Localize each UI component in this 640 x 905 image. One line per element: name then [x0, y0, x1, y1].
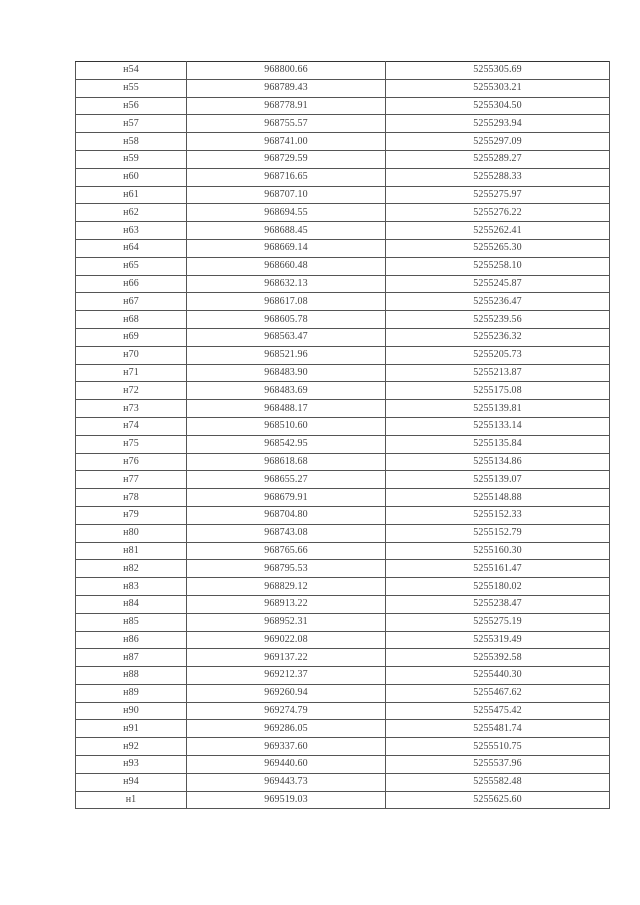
table-row	[76, 222, 610, 240]
table-row	[76, 133, 610, 151]
x-coordinate-cell: 969286.05	[187, 720, 386, 738]
point-label-cell: н71	[76, 364, 187, 382]
x-coordinate-cell: 969443.73	[187, 773, 386, 791]
table-row	[76, 150, 610, 168]
x-coordinate-cell: 969212.37	[187, 667, 386, 685]
x-coordinate-cell: 969519.03	[187, 791, 386, 809]
table-row	[76, 97, 610, 115]
point-label-cell: н70	[76, 346, 187, 364]
y-coordinate-cell: 5255213.87	[386, 364, 610, 382]
coordinates-table-body	[76, 62, 610, 809]
x-coordinate-cell: 968952.31	[187, 613, 386, 631]
table-row	[76, 489, 610, 507]
x-coordinate-cell: 968688.45	[187, 222, 386, 240]
x-coordinate-cell: 968765.66	[187, 542, 386, 560]
x-coordinate-cell: 968707.10	[187, 186, 386, 204]
y-coordinate-cell: 5255236.32	[386, 328, 610, 346]
point-label-cell: н56	[76, 97, 187, 115]
y-coordinate-cell: 5255152.33	[386, 506, 610, 524]
point-label-cell: н68	[76, 311, 187, 329]
table-row	[76, 506, 610, 524]
x-coordinate-cell: 968795.53	[187, 560, 386, 578]
point-label-cell: н66	[76, 275, 187, 293]
point-label-cell: н62	[76, 204, 187, 222]
point-label-cell: н58	[76, 133, 187, 151]
point-label-cell: н61	[76, 186, 187, 204]
y-coordinate-cell: 5255160.30	[386, 542, 610, 560]
y-coordinate-cell: 5255135.84	[386, 435, 610, 453]
point-label-cell: н75	[76, 435, 187, 453]
x-coordinate-cell: 968605.78	[187, 311, 386, 329]
x-coordinate-cell: 968483.69	[187, 382, 386, 400]
point-label-cell: н77	[76, 471, 187, 489]
y-coordinate-cell: 5255293.94	[386, 115, 610, 133]
x-coordinate-cell: 968741.00	[187, 133, 386, 151]
y-coordinate-cell: 5255139.07	[386, 471, 610, 489]
point-label-cell: н90	[76, 702, 187, 720]
y-coordinate-cell: 5255258.10	[386, 257, 610, 275]
point-label-cell: н76	[76, 453, 187, 471]
table-row	[76, 204, 610, 222]
y-coordinate-cell: 5255265.30	[386, 239, 610, 257]
table-row	[76, 791, 610, 809]
table-row	[76, 773, 610, 791]
point-label-cell: н1	[76, 791, 187, 809]
x-coordinate-cell: 968789.43	[187, 79, 386, 97]
y-coordinate-cell: 5255133.14	[386, 417, 610, 435]
point-label-cell: н80	[76, 524, 187, 542]
table-row	[76, 560, 610, 578]
table-row	[76, 684, 610, 702]
point-label-cell: н82	[76, 560, 187, 578]
table-row	[76, 756, 610, 774]
y-coordinate-cell: 5255175.08	[386, 382, 610, 400]
x-coordinate-cell: 968655.27	[187, 471, 386, 489]
table-row	[76, 649, 610, 667]
x-coordinate-cell: 968755.57	[187, 115, 386, 133]
table-row	[76, 186, 610, 204]
table-row	[76, 613, 610, 631]
y-coordinate-cell: 5255289.27	[386, 150, 610, 168]
table-row	[76, 168, 610, 186]
point-label-cell: н69	[76, 328, 187, 346]
y-coordinate-cell: 5255537.96	[386, 756, 610, 774]
x-coordinate-cell: 968632.13	[187, 275, 386, 293]
x-coordinate-cell: 969274.79	[187, 702, 386, 720]
y-coordinate-cell: 5255297.09	[386, 133, 610, 151]
table-row	[76, 382, 610, 400]
y-coordinate-cell: 5255304.50	[386, 97, 610, 115]
coordinates-table	[75, 61, 610, 809]
table-row	[76, 400, 610, 418]
y-coordinate-cell: 5255236.47	[386, 293, 610, 311]
x-coordinate-cell: 968488.17	[187, 400, 386, 418]
point-label-cell: н78	[76, 489, 187, 507]
table-row	[76, 346, 610, 364]
table-row	[76, 115, 610, 133]
y-coordinate-cell: 5255510.75	[386, 738, 610, 756]
point-label-cell: н63	[76, 222, 187, 240]
y-coordinate-cell: 5255275.97	[386, 186, 610, 204]
point-label-cell: н86	[76, 631, 187, 649]
y-coordinate-cell: 5255134.86	[386, 453, 610, 471]
table-row	[76, 631, 610, 649]
y-coordinate-cell: 5255180.02	[386, 578, 610, 596]
table-row	[76, 435, 610, 453]
table-row	[76, 328, 610, 346]
point-label-cell: н94	[76, 773, 187, 791]
y-coordinate-cell: 5255245.87	[386, 275, 610, 293]
table-row	[76, 293, 610, 311]
point-label-cell: н85	[76, 613, 187, 631]
x-coordinate-cell: 969440.60	[187, 756, 386, 774]
point-label-cell: н83	[76, 578, 187, 596]
y-coordinate-cell: 5255440.30	[386, 667, 610, 685]
table-row	[76, 578, 610, 596]
x-coordinate-cell: 968694.55	[187, 204, 386, 222]
y-coordinate-cell: 5255467.62	[386, 684, 610, 702]
y-coordinate-cell: 5255205.73	[386, 346, 610, 364]
table-row	[76, 738, 610, 756]
x-coordinate-cell: 968563.47	[187, 328, 386, 346]
x-coordinate-cell: 968716.65	[187, 168, 386, 186]
table-row	[76, 257, 610, 275]
x-coordinate-cell: 968521.96	[187, 346, 386, 364]
x-coordinate-cell: 969337.60	[187, 738, 386, 756]
y-coordinate-cell: 5255161.47	[386, 560, 610, 578]
table-row	[76, 471, 610, 489]
y-coordinate-cell: 5255582.48	[386, 773, 610, 791]
point-label-cell: н57	[76, 115, 187, 133]
x-coordinate-cell: 968617.08	[187, 293, 386, 311]
y-coordinate-cell: 5255152.79	[386, 524, 610, 542]
point-label-cell: н67	[76, 293, 187, 311]
point-label-cell: н87	[76, 649, 187, 667]
point-label-cell: н59	[76, 150, 187, 168]
y-coordinate-cell: 5255148.88	[386, 489, 610, 507]
point-label-cell: н84	[76, 595, 187, 613]
y-coordinate-cell: 5255239.56	[386, 311, 610, 329]
y-coordinate-cell: 5255238.47	[386, 595, 610, 613]
point-label-cell: н81	[76, 542, 187, 560]
x-coordinate-cell: 968669.14	[187, 239, 386, 257]
x-coordinate-cell: 968660.48	[187, 257, 386, 275]
point-label-cell: н73	[76, 400, 187, 418]
y-coordinate-cell: 5255139.81	[386, 400, 610, 418]
y-coordinate-cell: 5255262.41	[386, 222, 610, 240]
x-coordinate-cell: 968704.80	[187, 506, 386, 524]
y-coordinate-cell: 5255275.19	[386, 613, 610, 631]
x-coordinate-cell: 969137.22	[187, 649, 386, 667]
x-coordinate-cell: 968618.68	[187, 453, 386, 471]
y-coordinate-cell: 5255319.49	[386, 631, 610, 649]
x-coordinate-cell: 968483.90	[187, 364, 386, 382]
table-row	[76, 720, 610, 738]
x-coordinate-cell: 968800.66	[187, 62, 386, 80]
table-row	[76, 62, 610, 80]
table-row	[76, 311, 610, 329]
x-coordinate-cell: 969022.08	[187, 631, 386, 649]
point-label-cell: н55	[76, 79, 187, 97]
x-coordinate-cell: 968542.95	[187, 435, 386, 453]
table-row	[76, 453, 610, 471]
table-row	[76, 275, 610, 293]
y-coordinate-cell: 5255288.33	[386, 168, 610, 186]
y-coordinate-cell: 5255276.22	[386, 204, 610, 222]
y-coordinate-cell: 5255305.69	[386, 62, 610, 80]
x-coordinate-cell: 968913.22	[187, 595, 386, 613]
x-coordinate-cell: 968743.08	[187, 524, 386, 542]
point-label-cell: н88	[76, 667, 187, 685]
table-row	[76, 239, 610, 257]
y-coordinate-cell: 5255475.42	[386, 702, 610, 720]
point-label-cell: н93	[76, 756, 187, 774]
table-row	[76, 595, 610, 613]
point-label-cell: н79	[76, 506, 187, 524]
table-row	[76, 667, 610, 685]
table-row	[76, 702, 610, 720]
table-row	[76, 79, 610, 97]
table-row	[76, 524, 610, 542]
point-label-cell: н65	[76, 257, 187, 275]
table-row	[76, 542, 610, 560]
point-label-cell: н74	[76, 417, 187, 435]
y-coordinate-cell: 5255392.58	[386, 649, 610, 667]
x-coordinate-cell: 968778.91	[187, 97, 386, 115]
point-label-cell: н91	[76, 720, 187, 738]
point-label-cell: н89	[76, 684, 187, 702]
x-coordinate-cell: 968729.59	[187, 150, 386, 168]
table-row	[76, 364, 610, 382]
point-label-cell: н54	[76, 62, 187, 80]
point-label-cell: н72	[76, 382, 187, 400]
x-coordinate-cell: 968829.12	[187, 578, 386, 596]
x-coordinate-cell: 968679.91	[187, 489, 386, 507]
table-row	[76, 417, 610, 435]
point-label-cell: н64	[76, 239, 187, 257]
y-coordinate-cell: 5255625.60	[386, 791, 610, 809]
y-coordinate-cell: 5255303.21	[386, 79, 610, 97]
point-label-cell: н92	[76, 738, 187, 756]
x-coordinate-cell: 969260.94	[187, 684, 386, 702]
x-coordinate-cell: 968510.60	[187, 417, 386, 435]
point-label-cell: н60	[76, 168, 187, 186]
y-coordinate-cell: 5255481.74	[386, 720, 610, 738]
